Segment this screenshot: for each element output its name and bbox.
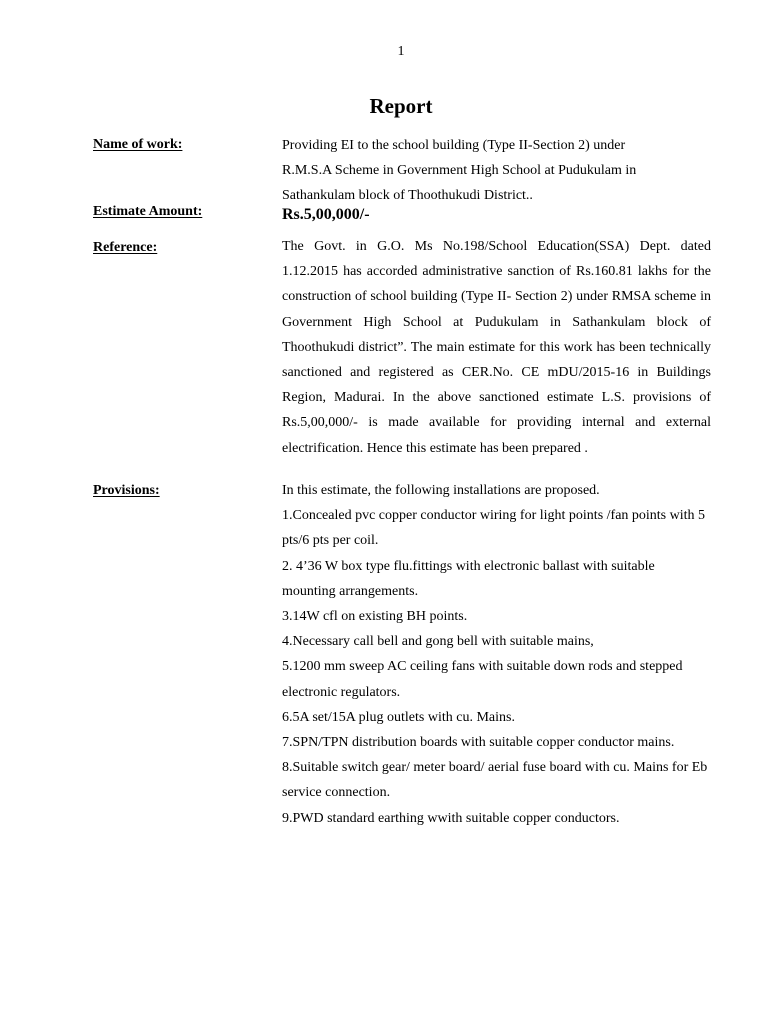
label-name-of-work: Name of work: (93, 137, 183, 152)
label-estimate-amount: Estimate Amount: (93, 204, 203, 219)
list-item: 3.14W cfl on existing BH points. (282, 609, 468, 625)
name-of-work-line: R.M.S.A Scheme in Government High School at Pudukulam in (282, 163, 637, 179)
list-item: 6.5A set/15A plug outlets with cu. Mains. (282, 709, 515, 725)
label-reference: Reference: (93, 240, 158, 255)
estimate-amount-value: Rs.5,00,000/- (282, 206, 370, 223)
reference-text: The Govt. in G.O. Ms No.198/School Education(SSA) Dept. dated 1.12.2015 has accorded administrative sanction of Rs.160.81 lakhs for the construction of school building (Type II- Section 2) under RMSA scheme in Government High School at Pudukulam in Sathankulam block of Thoothukudi district”. The main estimate for this work has been technically sanctioned and registered as CER.No. CE mDU/2015-16 in Buildings Region, Madurai. In the above sanctioned estimate L.S. provisions of Rs.5,00,000/- is made available for providing internal and external electrification. Hence this estimate has been prepared . (282, 239, 711, 456)
name-of-work-line: Sathankulam block of Thoothukudi District.. (282, 188, 533, 204)
provisions-intro: In this estimate, the following installations are proposed. (282, 483, 600, 498)
list-item: 5.1200 mm sweep AC ceiling fans with suitable down rods and stepped electronic regulators. (282, 659, 683, 700)
page-title: Report (369, 94, 433, 118)
list-item: 8.Suitable switch gear/ meter board/ aerial fuse board with cu. Mains for Eb service connection. (282, 760, 708, 801)
list-item: 9.PWD standard earthing wwith suitable copper conductors. (282, 810, 620, 826)
label-provisions: Provisions: (93, 483, 160, 498)
provisions-list (282, 478, 711, 831)
list-item: 2. 4’36 W box type flu.fittings with electronic ballast with suitable mounting arrangements. (282, 558, 655, 599)
list-item: 7.SPN/TPN distribution boards with suitable copper conductor mains. (282, 735, 675, 751)
name-of-work-line: Providing EI to the school building (Type II-Section 2) under (282, 138, 626, 153)
list-item: 1.Concealed pvc copper conductor wiring for light points /fan points with 5 pts/6 pts per coil. (282, 508, 706, 549)
page-number: 1 (397, 44, 405, 59)
name-of-work-text (282, 133, 711, 209)
list-item: 4.Necessary call bell and gong bell with suitable mains, (282, 634, 594, 650)
